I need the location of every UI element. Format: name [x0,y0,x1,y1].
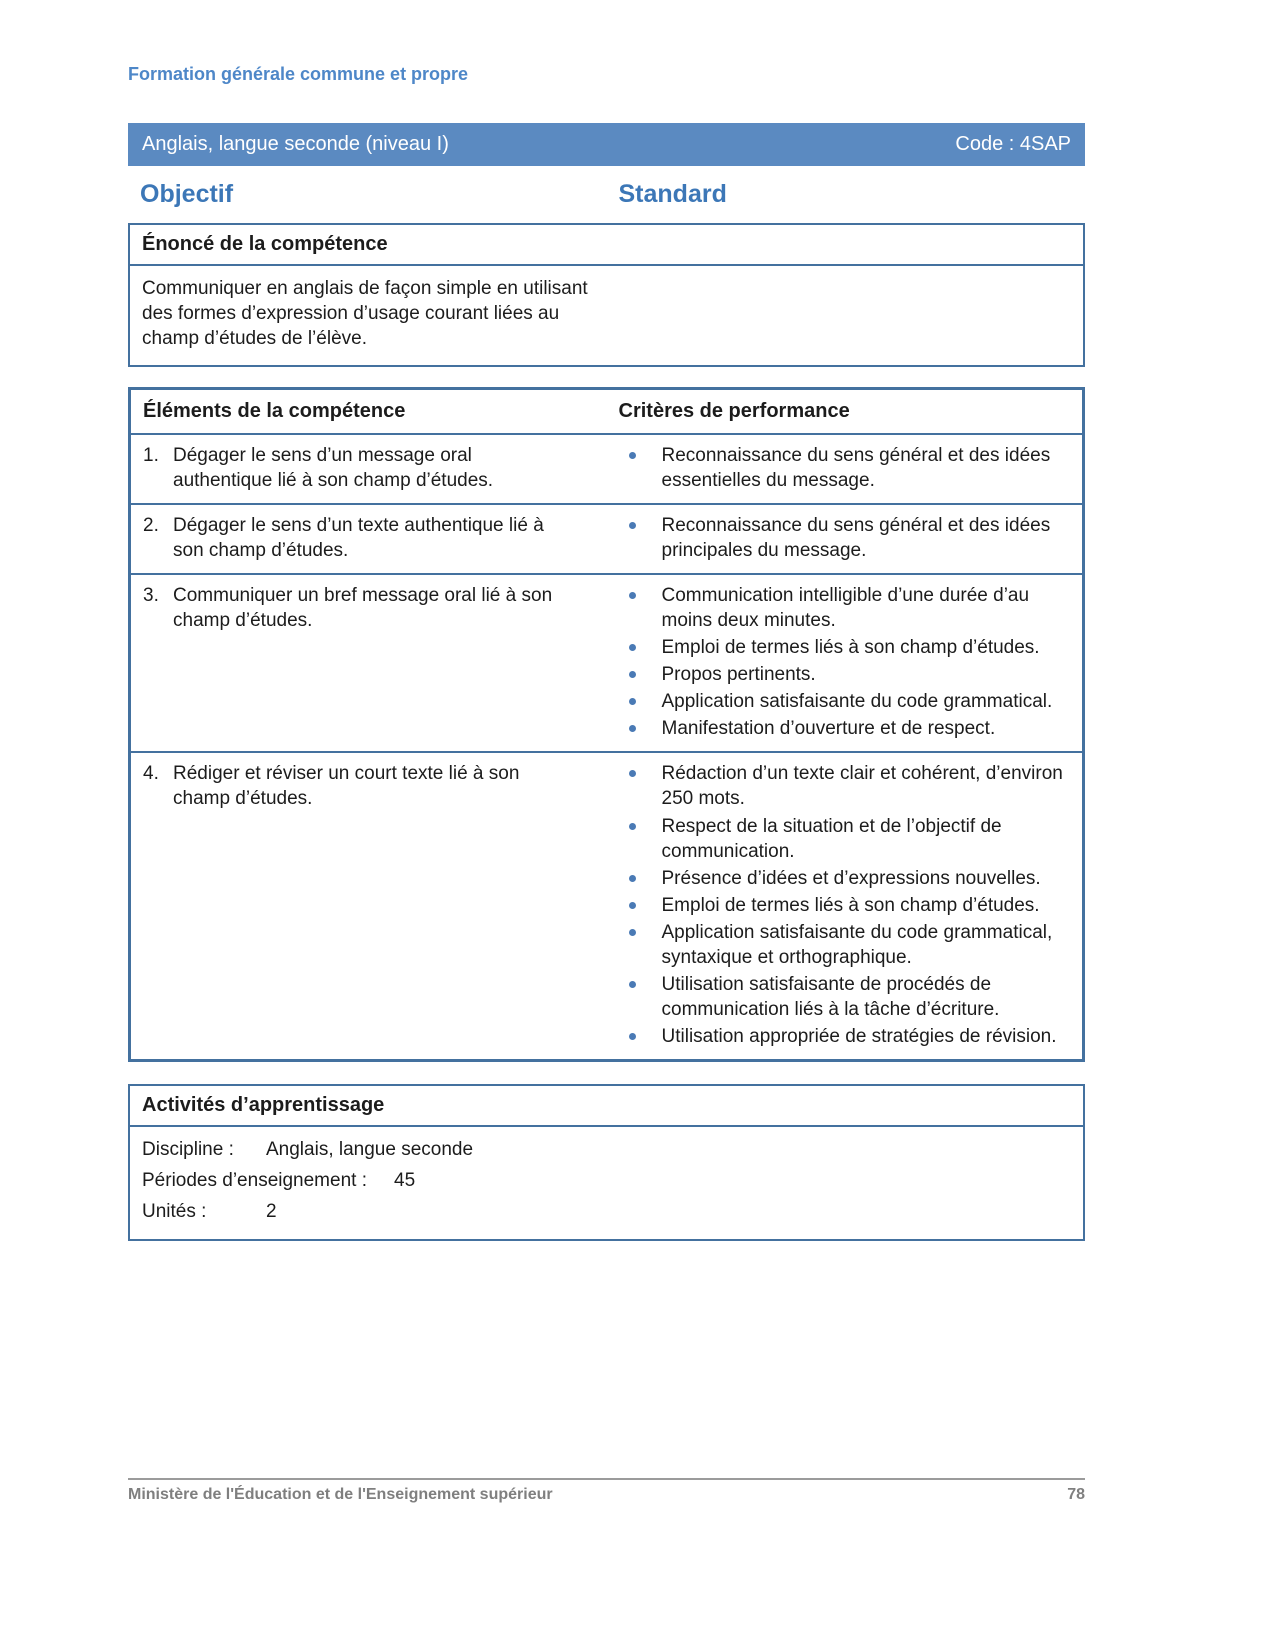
element-text: Communiquer un bref message oral lié à son champ d’études. [173,584,553,632]
criteria-text: Respect de la situation et de l’objectif de communication. [661,815,1002,862]
activity-line [142,1199,1071,1224]
criteria-item [629,635,1071,660]
activity-value: Anglais, langue seconde [266,1139,474,1161]
criteria-item [629,1024,1071,1049]
standard-heading: Standard [618,180,727,208]
element-number: 1. [143,444,159,466]
competence-table-header [131,390,1082,434]
criteria-item [629,866,1071,891]
criteria-text: Présence d’idées et d’expressions nouvelles. [661,867,1041,889]
bullet-icon [629,929,636,936]
enonce-header: Énoncé de la compétence [130,225,1083,266]
criteria-item [629,716,1071,741]
bullet-icon [629,981,636,988]
activity-line [142,1137,1071,1162]
criteria-text: Propos pertinents. [661,664,816,686]
criteria-text: Utilisation satisfaisante de procédés de communication liés à la tâche d’écriture. [661,974,1000,1021]
bullet-icon [629,770,636,777]
running-header: Formation générale commune et propre [128,64,469,84]
table-row [131,575,1082,753]
enonce-body: Communiquer en anglais de façon simple en utilisant des formes d’expression d’usage courant liées au champ d’études de l’élève. [142,278,588,350]
element-text: Dégager le sens d’un texte authentique lié à son champ d’études. [173,514,544,561]
activity-label: Discipline : [142,1139,234,1161]
criteria-list [619,583,1071,741]
criteria-item [629,689,1071,714]
activity-label: Périodes d’enseignement : [142,1170,367,1192]
activities-header: Activités d’apprentissage [130,1086,1083,1127]
criteria-text: Reconnaissance du sens général et des idées essentielles du message. [661,444,1051,491]
criteria-item [629,972,1071,1022]
bullet-icon [629,522,636,529]
page-footer [128,1478,1085,1504]
bullet-icon [629,644,636,651]
criteria-list [619,513,1071,563]
element-number: 2. [143,514,159,536]
criteria-item [629,513,1071,563]
criteria-list [619,761,1071,1049]
criteria-text: Application satisfaisante du code grammatical, syntaxique et orthographique. [661,921,1053,968]
bullet-icon [629,725,636,732]
objectif-heading: Objectif [140,180,234,208]
section-headings-row [128,180,1085,209]
footer-ministry: Ministère de l'Éducation et de l'Enseignement supérieur [128,1486,553,1503]
criteria-list [619,443,1071,493]
criteria-item [629,761,1071,811]
criteria-item [629,583,1071,633]
criteria-text: Reconnaissance du sens général et des idées principales du message. [661,514,1051,561]
criteria-text: Rédaction d’un texte clair et cohérent, d’environ 250 mots. [661,763,1063,810]
criteria-item [629,662,1071,687]
criteria-text: Emploi de termes liés à son champ d’études. [661,637,1040,659]
page-content [128,0,1085,1241]
criteria-item [629,920,1071,970]
activity-label: Unités : [142,1201,207,1223]
criteria-text: Communication intelligible d’une durée d’au moins deux minutes. [661,584,1030,632]
bullet-icon [629,592,636,599]
bullet-icon [629,902,636,909]
criteria-text: Application satisfaisante du code grammatical. [661,691,1053,713]
col-header-elements: Éléments de la compétence [143,400,406,423]
criteria-item [629,814,1071,864]
element-number: 4. [143,763,159,785]
bullet-icon [629,452,636,459]
activity-value: 45 [394,1170,416,1192]
element-text: Rédiger et réviser un court texte lié à son champ d’études. [173,763,520,810]
course-title-bar [128,123,1085,166]
criteria-item [629,443,1071,493]
activity-line [142,1168,1071,1193]
activity-value: 2 [266,1201,277,1223]
table-row [131,435,1082,505]
bullet-icon [629,823,636,830]
criteria-text: Manifestation d’ouverture et de respect. [661,718,996,740]
course-title: Anglais, langue seconde (niveau I) [142,133,449,155]
bullet-icon [629,698,636,705]
criteria-text: Emploi de termes liés à son champ d’études. [661,894,1040,916]
table-row [131,753,1082,1059]
bullet-icon [629,671,636,678]
bullet-icon [629,875,636,882]
activities-box [128,1084,1085,1240]
enonce-box [128,223,1085,367]
table-row [131,505,1082,575]
col-header-criteres: Critères de performance [618,400,850,423]
criteria-text: Utilisation appropriée de stratégies de révision. [661,1026,1057,1048]
course-code: Code : 4SAP [955,133,1071,155]
element-text: Dégager le sens d’un message oral authentique lié à son champ d’études. [173,444,494,491]
element-number: 3. [143,584,159,606]
bullet-icon [629,1033,636,1040]
footer-page-number: 78 [1067,1486,1085,1503]
competence-table [128,387,1085,1062]
criteria-item [629,893,1071,918]
